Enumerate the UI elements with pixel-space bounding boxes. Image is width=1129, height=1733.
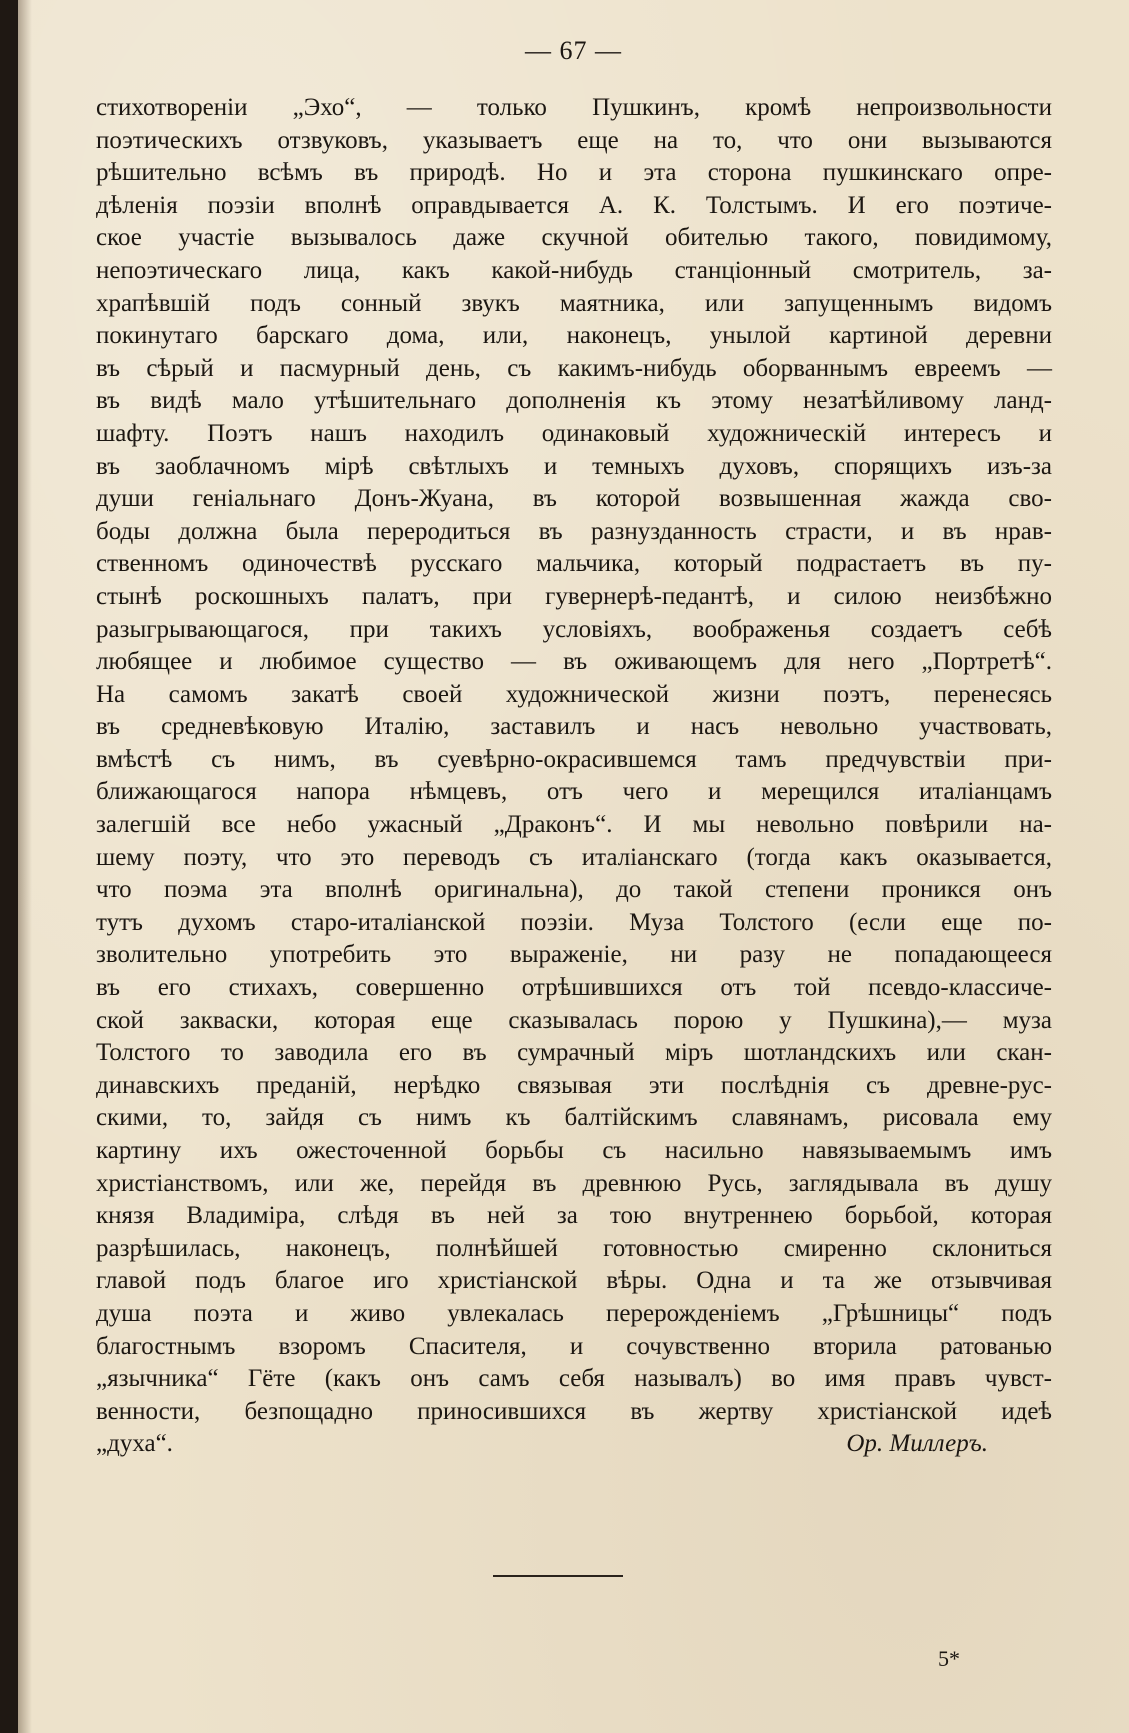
text-line: стынѣ роскошныхъ палатъ, при гувернерѣ-педантѣ, и силою неизбѣжно [96,582,1052,610]
text-line: стихотвореніи „Эхо“, — только Пушкинъ, кромѣ непроизвольности [96,94,1052,121]
text-line: картину ихъ ожесточенной борьбы съ насильно навязываемымъ имъ [96,1137,1052,1164]
text-line: въ средневѣковую Италію, заставилъ и насъ невольно участвовать, [96,713,1052,741]
text-line: залегшій все небо ужасный „Драконъ“. И мы невольно повѣрили на- [96,811,1052,839]
text-line: ское участіе вызывалось даже скучной обителью такого, повидимому, [96,224,1052,252]
section-end-rule [493,1575,623,1577]
text-line: непоэтическаго лица, какъ какой-нибудь станціонный смотритель, за- [96,256,1052,284]
text-line: князя Владиміра, слѣдя въ ней за тою внутреннею борьбой, которая [96,1202,1052,1230]
text-line: главой подъ благое иго христіанской вѣры. Одна и та же отзывчивая [96,1267,1052,1295]
text-line: христіанствомъ, или же, перейдя въ древнюю Русь, заглядывала въ душу [96,1169,1052,1197]
text-line: храпѣвшій подъ сонный звукъ маятника, или запущеннымъ видомъ [96,289,1052,317]
text-line: скими, то, зайдя съ нимъ къ балтійскимъ славянамъ, рисовала ему [96,1104,1052,1132]
text-line: благостнымъ взоромъ Спасителя, и сочувственно вторила ратованью [96,1332,1052,1360]
text-line: дѣленія поэзіи вполнѣ оправдывается А. К. Толстымъ. И его поэтиче- [96,191,1052,219]
body-text [96,92,1052,1461]
last-word: „духа“. [96,1430,173,1458]
page-number: — 67 — [525,36,622,65]
text-line: въ сѣрый и пасмурный день, съ какимъ-нибудь оборваннымъ евреемъ — [96,354,1052,382]
text-line: ближающагося напора нѣмцевъ, отъ чего и мерещился италіанцамъ [96,778,1052,806]
text-line: динавскихъ преданій, нерѣдко связывая эти послѣднія съ древне-рус- [96,1071,1052,1099]
text-line: въ заоблачномъ мірѣ свѣтлыхъ и темныхъ духовъ, спорящихъ изъ-за [96,452,1052,480]
text-line: боды должна была переродиться въ разнузданность страсти, и въ нрав- [96,517,1052,545]
text-line: ственномъ одиночествѣ русскаго мальчика, который подрастаетъ въ пу- [96,550,1052,578]
text-line: „язычника“ Гёте (какъ онъ самъ себя называлъ) во имя правъ чувст- [96,1365,1052,1393]
text-line: души геніальнаго Донъ-Жуана, въ которой возвышенная жажда сво- [96,485,1052,513]
page-edge-shadow [18,0,32,1733]
text-line: тутъ духомъ старо-италіанской поэзіи. Муза Толстого (если еще по- [96,908,1052,936]
text-line: разыгрывающагося, при такихъ условіяхъ, воображенья создаетъ себѣ [96,615,1052,643]
text-line: рѣшительно всѣмъ въ природѣ. Но и эта сторона пушкинскаго опре- [96,159,1052,187]
closing-line [96,1428,1052,1461]
text-line: душа поэта и живо увлекалась перерожденіемъ „Грѣшницы“ подъ [96,1299,1052,1327]
text-line: шафту. Поэтъ нашъ находилъ одинаковый художническій интересъ и [96,419,1052,447]
text-line: ской закваски, которая еще сказывалась порою у Пушкина),— муза [96,1006,1052,1034]
text-line: любящее и любимое существо — въ оживающемъ для него „Портретѣ“. [96,648,1052,676]
book-page [18,0,1129,1733]
text-line: покинутаго барскаго дома, или, наконецъ, унылой картиной деревни [96,322,1052,350]
text-line: разрѣшилась, наконецъ, полнѣйшей готовностью смиренно склониться [96,1234,1052,1262]
text-line: Толстого то заводила его въ сумрачный міръ шотландскихъ или скан- [96,1039,1052,1067]
text-line: венности, безпощадно приносившихся въ жертву христіанской идеѣ [96,1397,1052,1425]
text-line: зволительно употребить это выраженіе, ни разу не попадающееся [96,941,1052,969]
author-signature: Ор. Миллеръ. [846,1430,988,1458]
text-line: шему поэту, что это переводъ съ италіанскаго (тогда какъ оказывается, [96,843,1052,871]
printer-signature-mark: 5* [938,1646,960,1671]
text-line: въ видѣ мало утѣшительнаго дополненія къ этому незатѣйливому ланд- [96,387,1052,415]
text-line: вмѣстѣ съ нимъ, въ суевѣрно-окрасившемся тамъ предчувствіи при- [96,745,1052,773]
text-line: въ его стихахъ, совершенно отрѣшившихся отъ той псевдо-классиче- [96,974,1052,1002]
text-line: что поэма эта вполнѣ оригинальна), до такой степени проникся онъ [96,876,1052,904]
text-line: На самомъ закатѣ своей художнической жизни поэтъ, перенесясь [96,680,1052,708]
text-line: поэтическихъ отзвуковъ, указываетъ еще на то, что они вызываются [96,126,1052,154]
